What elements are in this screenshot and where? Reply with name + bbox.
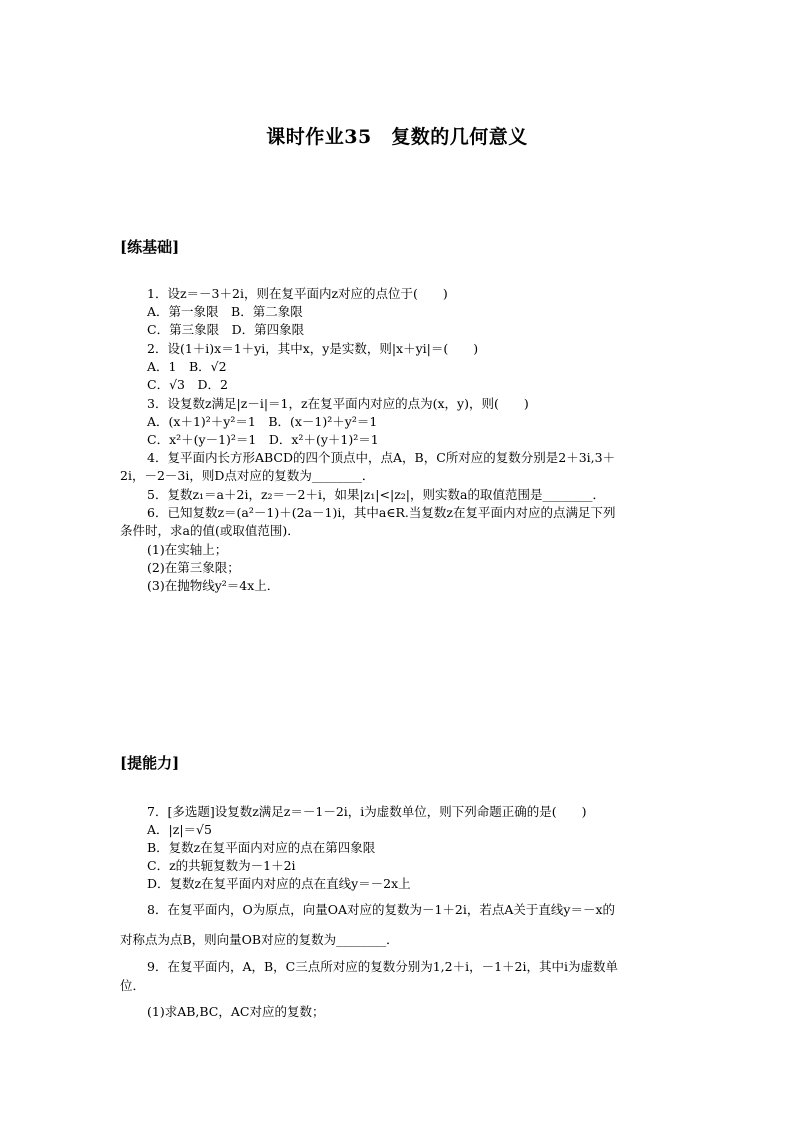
- page-title: 课时作业35 复数的几何意义: [266, 126, 528, 148]
- question-3-options-ab: A．(x＋1)²＋y²＝1 B．(x－1)²＋y²＝1: [147, 414, 378, 429]
- question-3: 3．设复数z满足|z－i|＝1，z在复平面内对应的点为(x，y)，则( ): [147, 396, 529, 411]
- question-8-line-2: 对称点为点B，则向量OB对应的复数为________．: [120, 932, 399, 947]
- question-1-options-ab: A．第一象限 B．第二象限: [147, 304, 303, 319]
- question-9-line-2: 位．: [120, 978, 146, 993]
- question-7-option-b: B．复数z在复平面内对应的点在第四象限: [147, 840, 376, 855]
- question-9-part-1: (1)求AB,BC，AC对应的复数；: [147, 1004, 325, 1019]
- question-6-part-3: (3)在抛物线y²＝4x上．: [147, 578, 280, 593]
- question-7-option-c: C．z的共轭复数为－1＋2i: [147, 858, 296, 873]
- question-7: 7．[多选题]设复数z满足z＝－1－2i，i为虚数单位，则下列命题正确的是( ): [147, 804, 587, 819]
- question-2-options-ab: A．1 B．√2: [147, 359, 227, 374]
- question-8-line-1: 8．在复平面内，O为原点，向量OA对应的复数为－1＋2i，若点A关于直线y＝－x的: [147, 902, 616, 917]
- question-1-options-cd: C．第三象限 D．第四象限: [147, 322, 305, 337]
- question-7-option-a: A．|z|＝√5: [147, 822, 212, 837]
- question-3-options-cd: C．x²＋(y－1)²＝1 D．x²＋(y＋1)²＝1: [147, 432, 379, 447]
- section-heading-advanced: [提能力]: [120, 754, 180, 772]
- question-5: 5．复数z₁＝a＋2i，z₂＝－2＋i，如果|z₁|<|z₂|，则实数a的取值范围是________．: [147, 487, 605, 502]
- section-heading-basic: [练基础]: [120, 238, 180, 256]
- question-1: 1．设z＝－3＋2i，则在复平面内z对应的点位于( ): [147, 286, 448, 301]
- question-6-part-1: (1)在实轴上；: [147, 542, 228, 557]
- question-6-part-2: (2)在第三象限；: [147, 560, 240, 575]
- question-6-line-2: 条件时，求a的值(或取值范围)．: [120, 523, 300, 538]
- question-9-line-1: 9．在复平面内，A，B，C三点所对应的复数分别为1,2＋i，－1＋2i，其中i为虚数单: [147, 959, 619, 974]
- question-4-line-1: 4．复平面内长方形ABCD的四个顶点中，点A，B，C所对应的复数分别是2＋3i,3＋: [147, 450, 616, 465]
- question-4-line-2: 2i，－2－3i，则D点对应的复数为________．: [120, 468, 375, 483]
- question-7-option-d: D．复数z在复平面内对应的点在直线y＝－2x上: [147, 876, 411, 891]
- question-6-line-1: 6．已知复数z＝(a²－1)＋(2a－1)i，其中a∈R.当复数z在复平面内对应的点满足下列: [147, 505, 616, 520]
- question-2: 2．设(1＋i)x＝1＋yi，其中x，y是实数，则|x＋yi|＝( ): [147, 341, 479, 356]
- question-2-options-cd: C．√3 D．2: [147, 377, 228, 392]
